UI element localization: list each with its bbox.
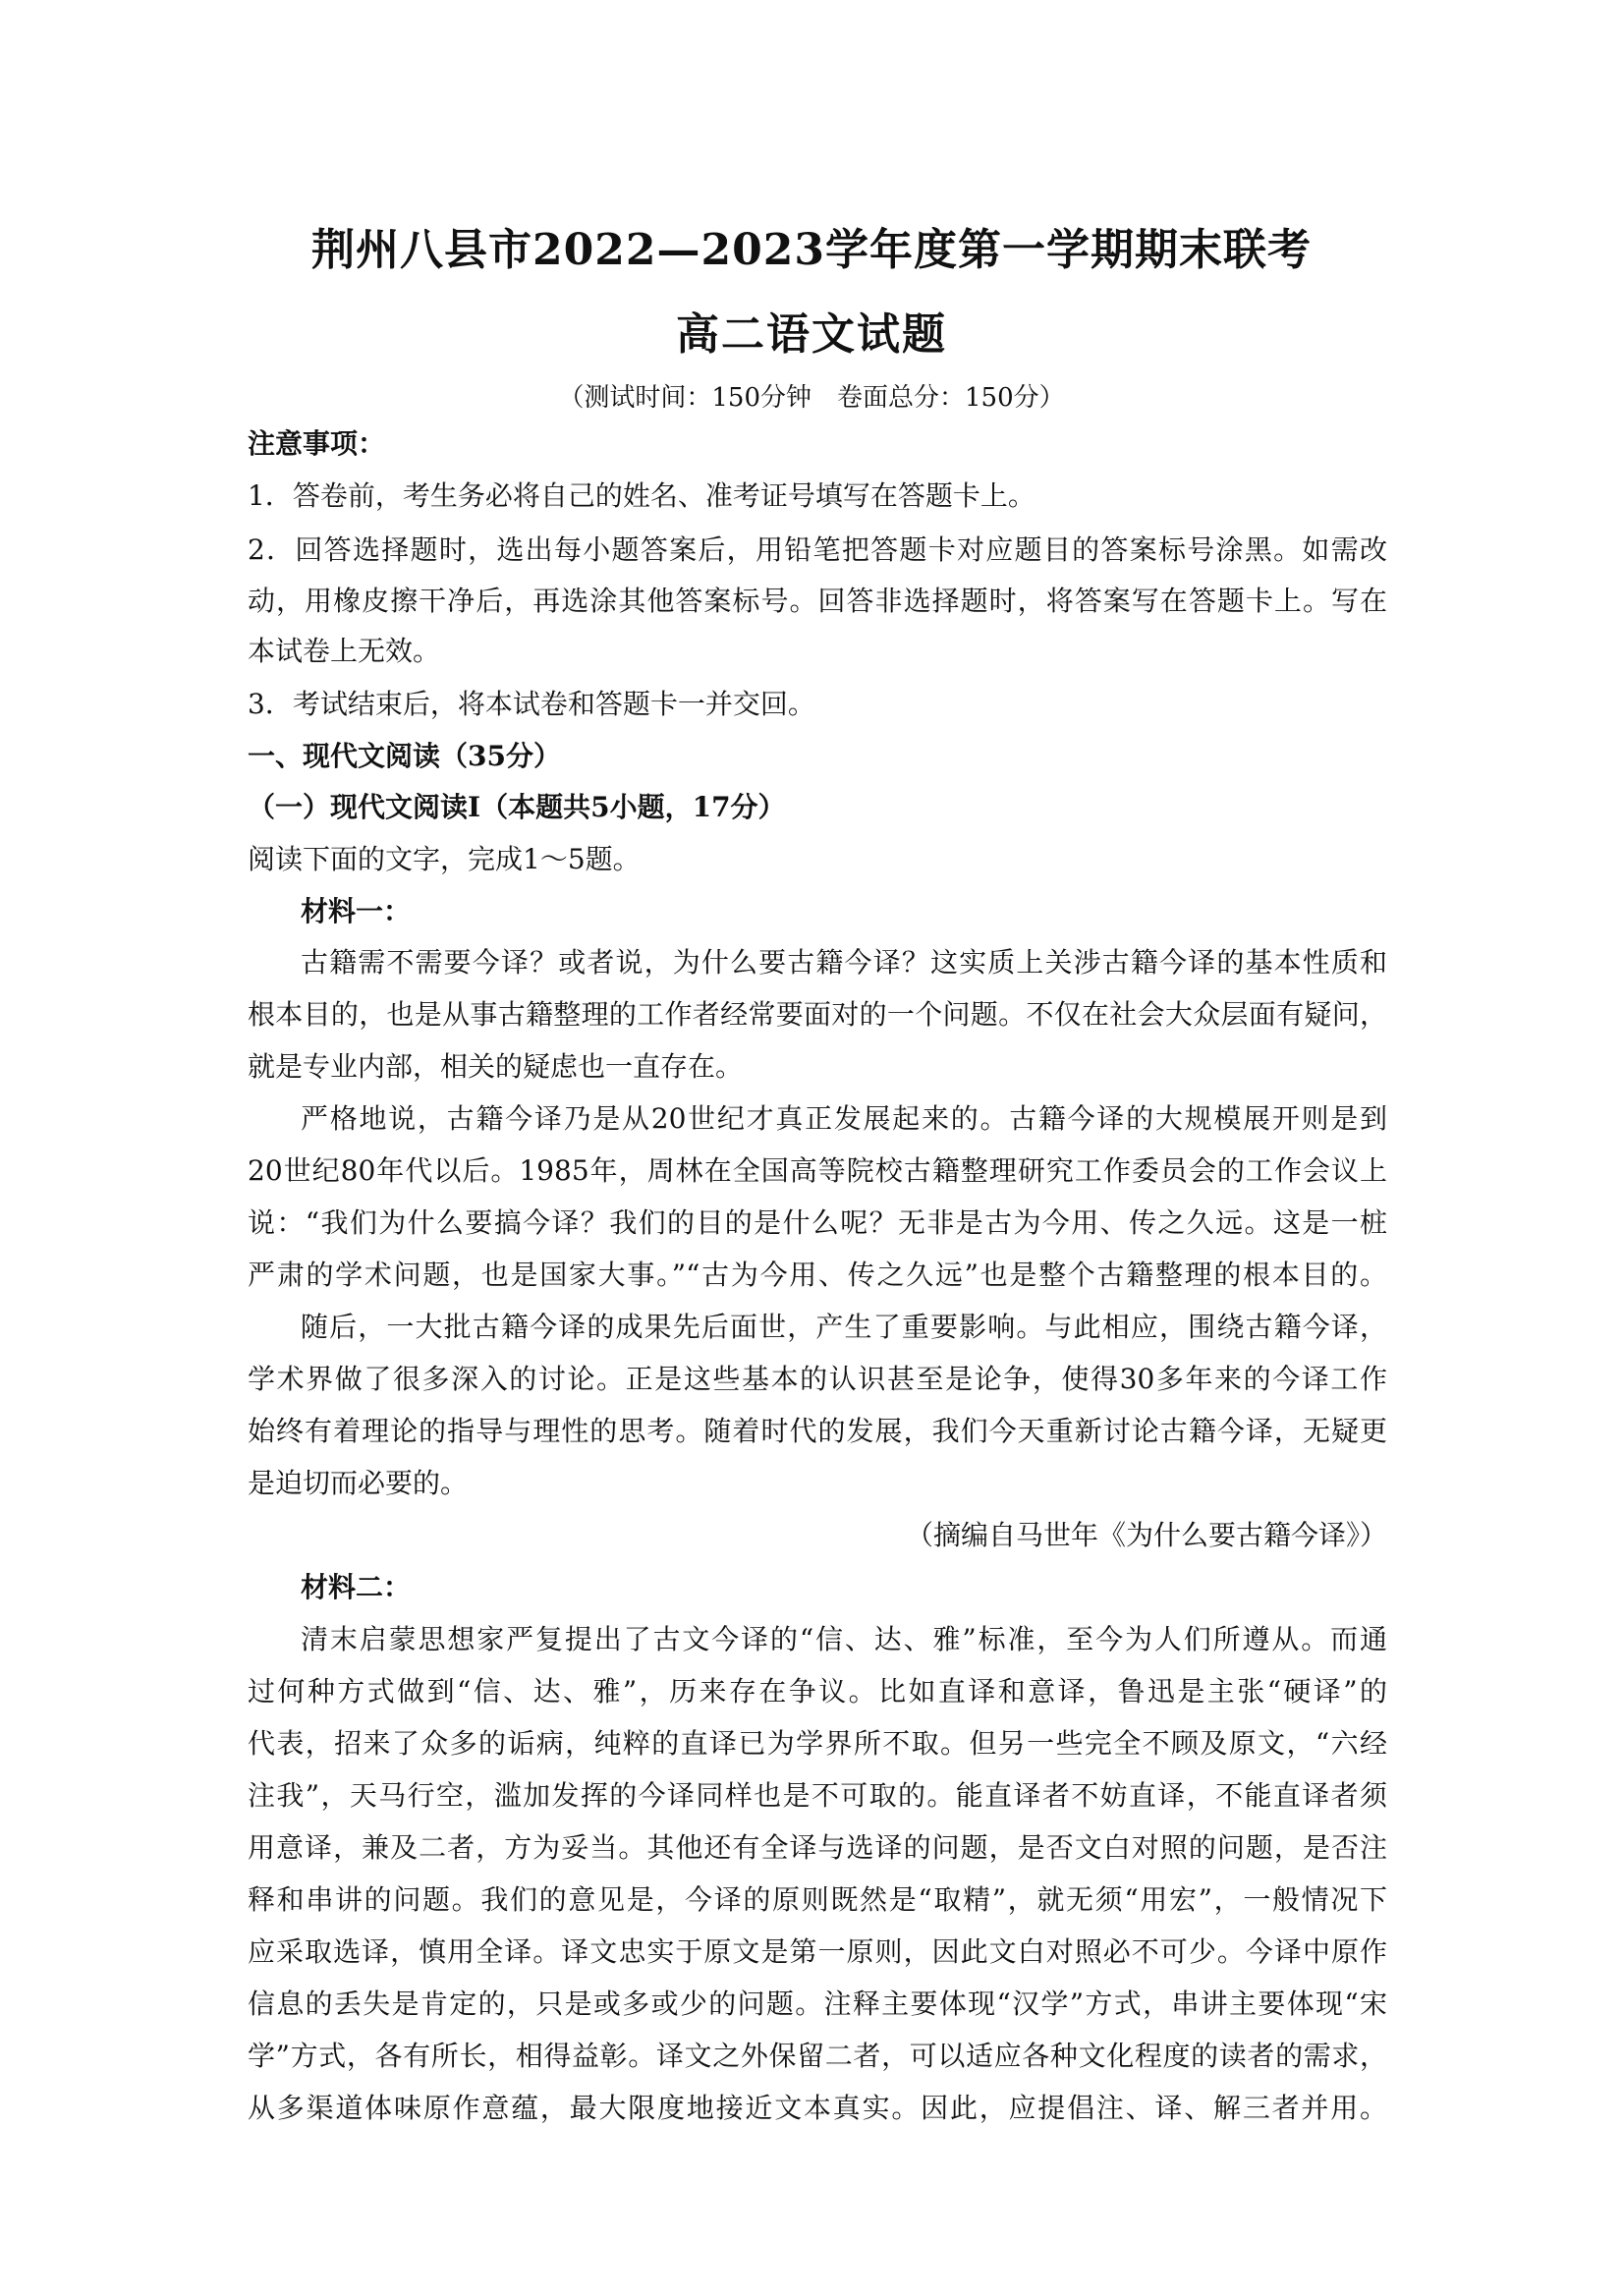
notice-line: 本试卷上无效。	[248, 635, 441, 667]
section-subheading: （一）现代文阅读Ⅰ（本题共5小题，17分）	[248, 791, 786, 823]
material2-line: 代表，招来了众多的诟病，纯粹的直译已为学界所不取。但另一些完全不顾及原文，“六经	[248, 1727, 1387, 1760]
section-heading: 一、现代文阅读（35分）	[248, 740, 561, 772]
material2-line: 释和串讲的问题。我们的意见是，今译的原则既然是“取精”，就无须“用宏”，一般情况下	[248, 1883, 1387, 1916]
material1-line: 是迫切而必要的。	[248, 1467, 469, 1499]
material1-line: 随后，一大批古籍今译的成果先后面世，产生了重要影响。与此相应，围绕古籍今译，	[301, 1311, 1387, 1343]
material1-line: 严格地说，古籍今译乃是从20世纪才真正发展起来的。古籍今译的大规模展开则是到	[301, 1102, 1387, 1135]
material1-line: 就是专业内部，相关的疑虑也一直存在。	[248, 1050, 744, 1083]
notice-line: 动，用橡皮擦干净后，再选涂其他答案标号。回答非选择题时，将答案写在答题卡上。写在	[248, 585, 1387, 617]
exam-title: 荆州八县市2022—2023学年度第一学期期末联考	[311, 225, 1312, 275]
notice-line: 2．回答选择题时，选出每小题答案后，用铅笔把答题卡对应题目的答案标号涂黑。如需改	[248, 533, 1387, 566]
material2-line: 注我”，天马行空，滥加发挥的今译同样也是不可取的。能直译者不妨直译，不能直译者须	[248, 1779, 1387, 1812]
material2-line: 过何种方式做到“信、达、雅”，历来存在争议。比如直译和意译，鲁迅是主张“硬译”的	[248, 1675, 1387, 1708]
material1-line: 20世纪80年代以后。1985年，周林在全国高等院校古籍整理研究工作委员会的工作会议上	[248, 1154, 1387, 1187]
material2-line: 应采取选译，慎用全译。译文忠实于原文是第一原则，因此文白对照必不可少。今译中原作	[248, 1935, 1387, 1968]
material2-line: 清末启蒙思想家严复提出了古文今译的“信、达、雅”标准，至今为人们所遵从。而通	[301, 1623, 1387, 1655]
material2-line: 学”方式，各有所长，相得益彰。译文之外保留二者，可以适应各种文化程度的读者的需求，	[248, 2040, 1387, 2072]
material1-source: （摘编自马世年《为什么要古籍今译》）	[905, 1519, 1387, 1551]
material2-line: 从多渠道体味原作意蕴，最大限度地接近文本真实。因此，应提倡注、译、解三者并用。	[248, 2092, 1387, 2124]
notice-heading: 注意事项：	[248, 427, 386, 460]
exam-info: （测试时间：150分钟 卷面总分：150分）	[558, 383, 1065, 413]
material1-line: 古籍需不需要今译？或者说，为什么要古籍今译？这实质上关涉古籍今译的基本性质和	[301, 946, 1387, 979]
material2-line: 用意译，兼及二者，方为妥当。其他还有全译与选译的问题，是否文白对照的问题，是否注	[248, 1831, 1387, 1864]
material2-label: 材料二：	[301, 1571, 412, 1603]
material2-line: 信息的丢失是肯定的，只是或多或少的问题。注释主要体现“汉学”方式，串讲主要体现“宋	[248, 1988, 1387, 2020]
material1-line: 始终有着理论的指导与理性的思考。随着时代的发展，我们今天重新讨论古籍今译，无疑更	[248, 1415, 1387, 1447]
notice-line: 1．答卷前，考生务必将自己的姓名、准考证号填写在答题卡上。	[248, 479, 1035, 512]
section-instruction: 阅读下面的文字，完成1～5题。	[248, 843, 641, 875]
material1-line: 说：“我们为什么要搞今译？我们的目的是什么呢？无非是古为今用、传之久远。这是一桩	[248, 1206, 1387, 1239]
notice-line: 3．考试结束后，将本试卷和答题卡一并交回。	[248, 688, 815, 720]
material1-label: 材料一：	[301, 895, 412, 927]
material1-line: 严肃的学术问题，也是国家大事。”“古为今用、传之久远”也是整个古籍整理的根本目的。	[248, 1259, 1387, 1291]
material1-line: 根本目的，也是从事古籍整理的工作者经常要面对的一个问题。不仅在社会大众层面有疑问，	[248, 998, 1387, 1031]
material1-line: 学术界做了很多深入的讨论。正是这些基本的认识甚至是论争，使得30多年来的今译工作	[248, 1363, 1387, 1395]
subject-title: 高二语文试题	[676, 309, 947, 360]
